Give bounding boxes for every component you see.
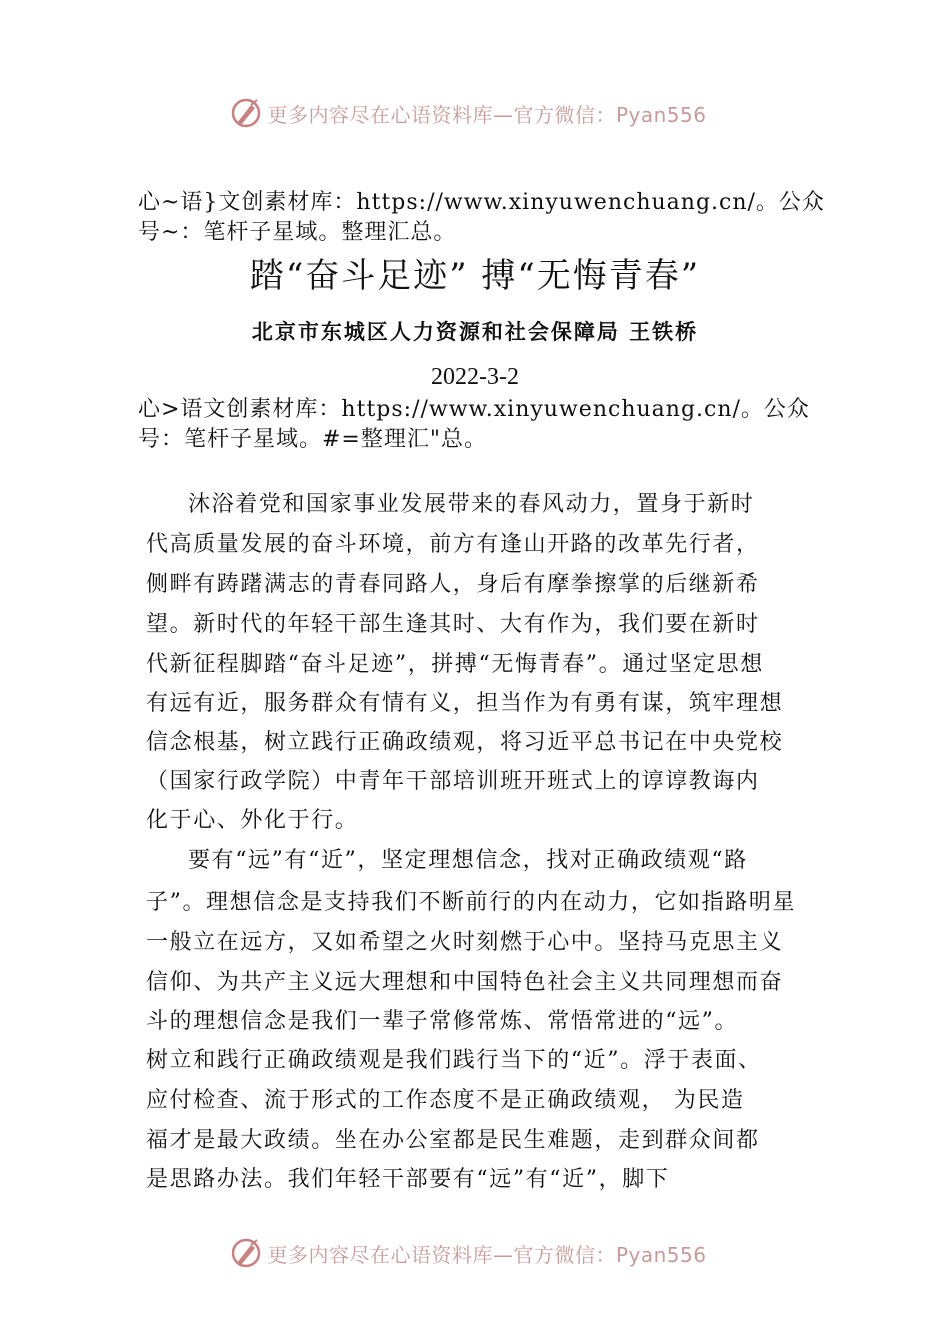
header-banner — [0, 93, 950, 133]
paragraph-2-line: 是思路办法。我们年轻干部要有“远”有“近”，脚下 — [146, 1167, 670, 1192]
paragraph-1-line: 望。新时代的年轻干部生逢其时、大有作为，我们要在新时 — [146, 612, 760, 637]
paragraph-1-line: （国家行政学院）中青年干部培训班开班式上的谆谆教诲内 — [146, 769, 760, 794]
watermark-line: 号：笔杆子星域。#=整理汇"总。 — [138, 427, 487, 452]
paragraph-1-line: 代新征程脚踏“奋斗足迹”，拼搏“无悔青春”。通过坚定思想 — [146, 652, 764, 677]
paragraph-2-line: 应付检查、流于形式的工作态度不是正确政绩观， 为民造 — [146, 1088, 745, 1113]
paragraph-2-line: 信仰、为共产主义远大理想和中国特色社会主义共同理想而奋 — [146, 970, 784, 995]
paragraph-2-line: 斗的理想信念是我们一辈子常修常炼、常悟常进的“远”。 — [146, 1009, 739, 1034]
paragraph-2-line: 子”。理想信念是支持我们不断前行的内在动力，它如指路明星 — [146, 890, 797, 915]
paragraph-2-line: 要有“远”有“近”，坚定理想信念，找对正确政绩观“路 — [188, 848, 748, 873]
quill-logo-icon — [229, 1236, 263, 1270]
paragraph-1-line: 化于心、外化于行。 — [146, 808, 359, 833]
banner-text: 更多内容尽在心语资料库—官方微信：Pyan556 — [267, 1242, 707, 1267]
paragraph-1-line: 信念根基，树立践行正确政绩观，将习近平总书记在中央党校 — [146, 730, 784, 755]
paragraph-1-line: 沐浴着党和国家事业发展带来的春风动力，置身于新时 — [188, 492, 755, 517]
paragraph-2-line: 树立和践行正确政绩观是我们践行当下的“近”。浮于表面、 — [146, 1048, 762, 1073]
document-author: 北京市东城区人力资源和社会保障局 王铁桥 — [251, 319, 699, 344]
paragraph-1-line: 侧畔有踌躇满志的青春同路人，身后有摩拳擦掌的后继新希 — [146, 572, 760, 597]
document-title: 踏“奋斗足迹” 搏“无悔青春” — [249, 256, 701, 296]
paragraph-2-line: 福才是最大政绩。坐在办公室都是民生难题，走到群众间都 — [146, 1128, 760, 1153]
document-date: 2022-3-2 — [431, 364, 519, 390]
watermark-line: 号~：笔杆子星域。整理汇总。 — [138, 220, 457, 245]
quill-logo-icon — [229, 96, 263, 130]
footer-banner — [0, 1233, 950, 1273]
paragraph-1-line: 代高质量发展的奋斗环境，前方有逢山开路的改革先行者， — [146, 532, 760, 557]
banner-text: 更多内容尽在心语资料库—官方微信：Pyan556 — [267, 102, 707, 127]
paragraph-1-line: 有远有近，服务群众有情有义，担当作为有勇有谋，筑牢理想 — [146, 691, 784, 716]
watermark-line: 心~语}文创素材库：https://www.xinyuwenchuang.cn/。公众 — [138, 190, 825, 215]
paragraph-2-line: 一般立在远方，又如希望之火时刻燃于心中。坚持马克思主义 — [146, 930, 784, 955]
watermark-line: 心>语文创素材库：https://www.xinyuwenchuang.cn/。公众 — [138, 397, 810, 422]
